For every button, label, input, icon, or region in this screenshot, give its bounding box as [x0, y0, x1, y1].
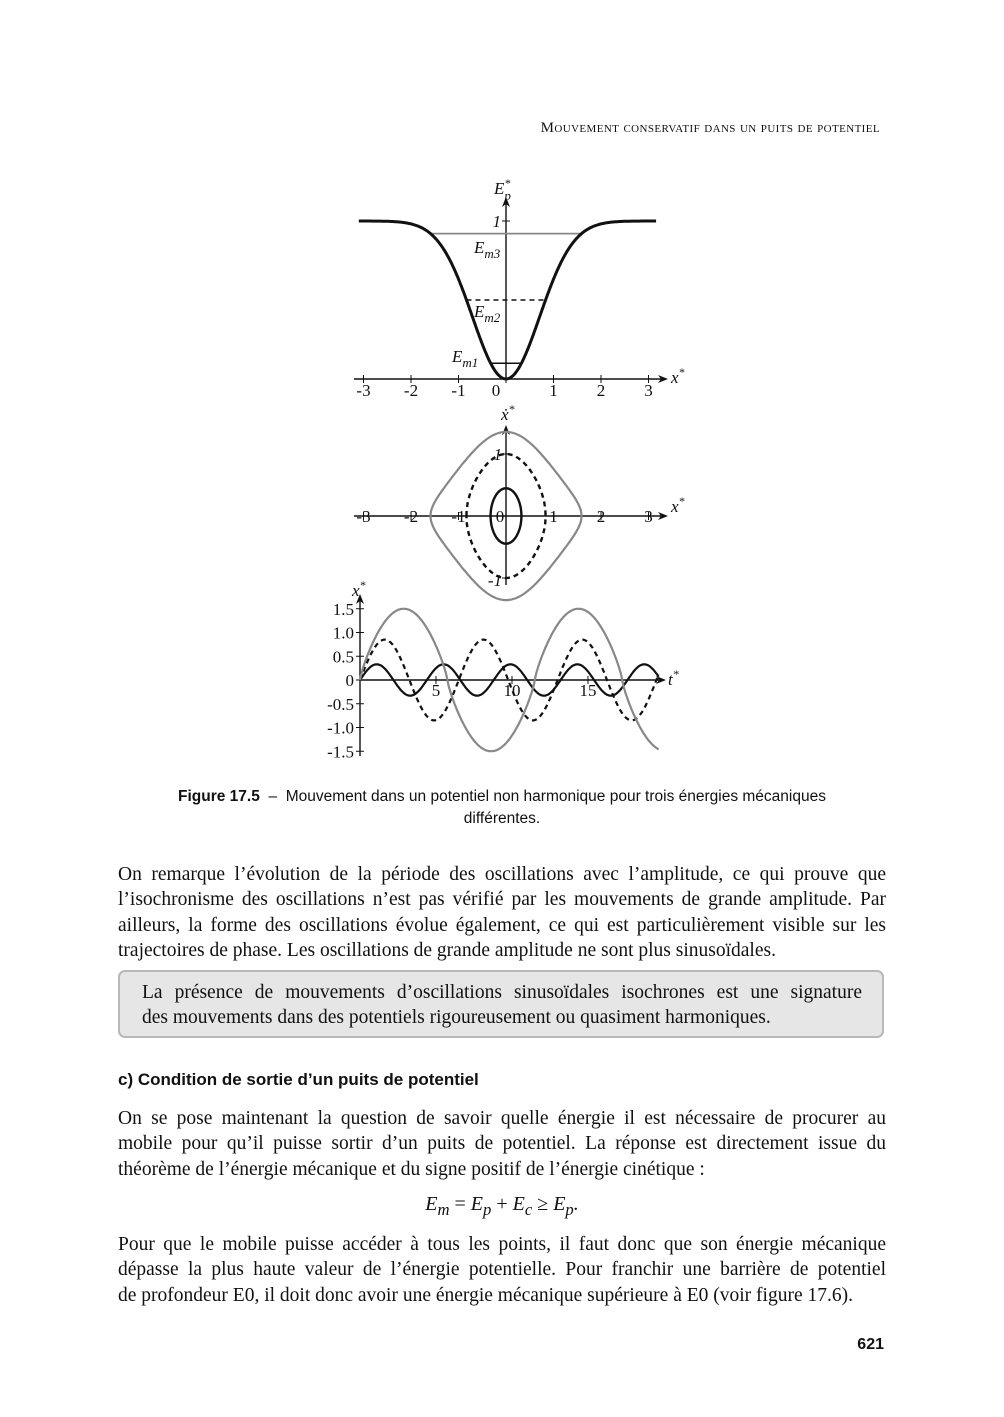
caption-text: Mouvement dans un potentiel non harmonique pour trois énergies mécaniques différentes.	[285, 788, 826, 827]
paragraph-line: trajectoires de phase. Les oscillations de grande amplitude ne sont plus sinusoïdales.	[118, 939, 776, 961]
y-tick-label: -1.0	[327, 718, 354, 738]
y-tick-label: 1	[493, 445, 502, 464]
page-number: 621	[857, 1336, 884, 1353]
running-title: Mouvement conservatif dans un puits de potentiel	[540, 120, 880, 136]
t-tick-label: 10	[503, 681, 521, 700]
energy-label-em2: $E_{m2}$	[474, 302, 501, 325]
caption-separator: –	[268, 788, 278, 805]
x-tick-label: -3	[356, 381, 371, 400]
figure-caption	[150, 786, 854, 830]
x-tick-label: -1	[451, 507, 466, 526]
potential-energy-plot	[354, 176, 685, 400]
paragraph-line: On se pose maintenant la question de savoir quelle énergie il est nécessaire de procurer au	[118, 1108, 886, 1129]
x-tick-label: 3	[644, 507, 653, 526]
figure-17-5	[0, 170, 1004, 780]
t-axis-label: t*	[668, 667, 679, 689]
paragraph-3	[118, 1232, 886, 1308]
section-heading: c) Condition de sortie d’un puits de potentiel	[118, 1070, 479, 1089]
paragraph-line: Pour que le mobile puisse accéder à tous les points, il faut donc que son énergie mécanique	[118, 1234, 886, 1255]
paragraph-2	[118, 1106, 886, 1182]
y-tick-label: -1	[487, 571, 502, 590]
y-axis-label: x*	[352, 578, 366, 600]
y-tick-label: 1.5	[332, 599, 354, 619]
time-evolution-plot	[327, 578, 679, 761]
y-axis-label: ẋ*	[501, 402, 515, 424]
x-tick-label: -3	[356, 507, 371, 526]
highlight-box	[118, 970, 884, 1038]
y-tick-label: -1.5	[327, 742, 354, 762]
x-axis-label: x*	[671, 494, 685, 516]
x-tick-label: 2	[596, 507, 606, 526]
x-tick-label: -2	[403, 507, 419, 526]
y-tick-label: 1.0	[332, 623, 354, 643]
paragraph-line: mobile pour qu’il puisse sortir d’un puits de potentiel. La réponse est directement issue du	[118, 1133, 886, 1155]
y-tick-label: -0.5	[327, 694, 354, 714]
x-tick-label: 0	[495, 507, 505, 526]
y-tick-label: 1	[492, 212, 501, 231]
y-axis-label: E* p	[494, 176, 511, 203]
energy-equation: $E_m = E_p + E_c \ge E_p$.	[425, 1193, 579, 1219]
paragraph-line: dépasse la plus haute valeur de l’énergie potentielle. Pour franchir une barrière de potentiel	[118, 1259, 886, 1281]
x-axis-label: x*	[671, 365, 685, 387]
caption-label: Figure 17.5	[178, 788, 260, 805]
x-tick-label: -2	[403, 381, 419, 400]
paragraph-1	[118, 862, 886, 963]
energy-label-em3: $E_{m3}$	[474, 238, 501, 261]
paragraph-line: de profondeur E0, il doit donc avoir une énergie mécanique supérieure à E0 (voir figure 17.6).	[118, 1284, 853, 1306]
x-tick-label: 3	[644, 381, 653, 400]
y-tick-label: 0.5	[332, 647, 354, 667]
y-tick-label: 0	[345, 671, 354, 690]
paragraph-line: ailleurs, la forme des oscillations évolue également, ce qui est particulièrement visible sur les	[118, 914, 886, 936]
paragraph-line: On remarque l’évolution de la période des oscillations avec l’amplitude, ce qui prouve que	[118, 864, 886, 885]
x-tick-label: 1	[549, 507, 558, 526]
x-tick-label: -1	[451, 381, 466, 400]
paragraph-line: La présence de mouvements d’oscillations sinusoïdales isochrones est une signature	[142, 982, 862, 1003]
energy-label-em1: $E_{m1}$	[452, 347, 479, 370]
t-tick-label: 5	[431, 681, 441, 700]
paragraph-line: des mouvements dans des potentiels rigoureusement ou quasiment harmoniques.	[142, 1007, 771, 1029]
x-tick-label: 0	[491, 381, 501, 400]
paragraph-line: théorème de l’énergie mécanique et du signe positif de l’énergie cinétique :	[118, 1158, 705, 1180]
t-tick-label: 15	[579, 681, 597, 700]
highlight-text	[142, 980, 862, 1031]
x-tick-label: 2	[596, 381, 606, 400]
x-tick-label: 1	[549, 381, 558, 400]
paragraph-line: l’isochronisme des oscillations n’est pas vérifié par les mouvements de grande amplitude. Par	[118, 889, 886, 911]
phase-portrait-plot	[354, 402, 685, 600]
